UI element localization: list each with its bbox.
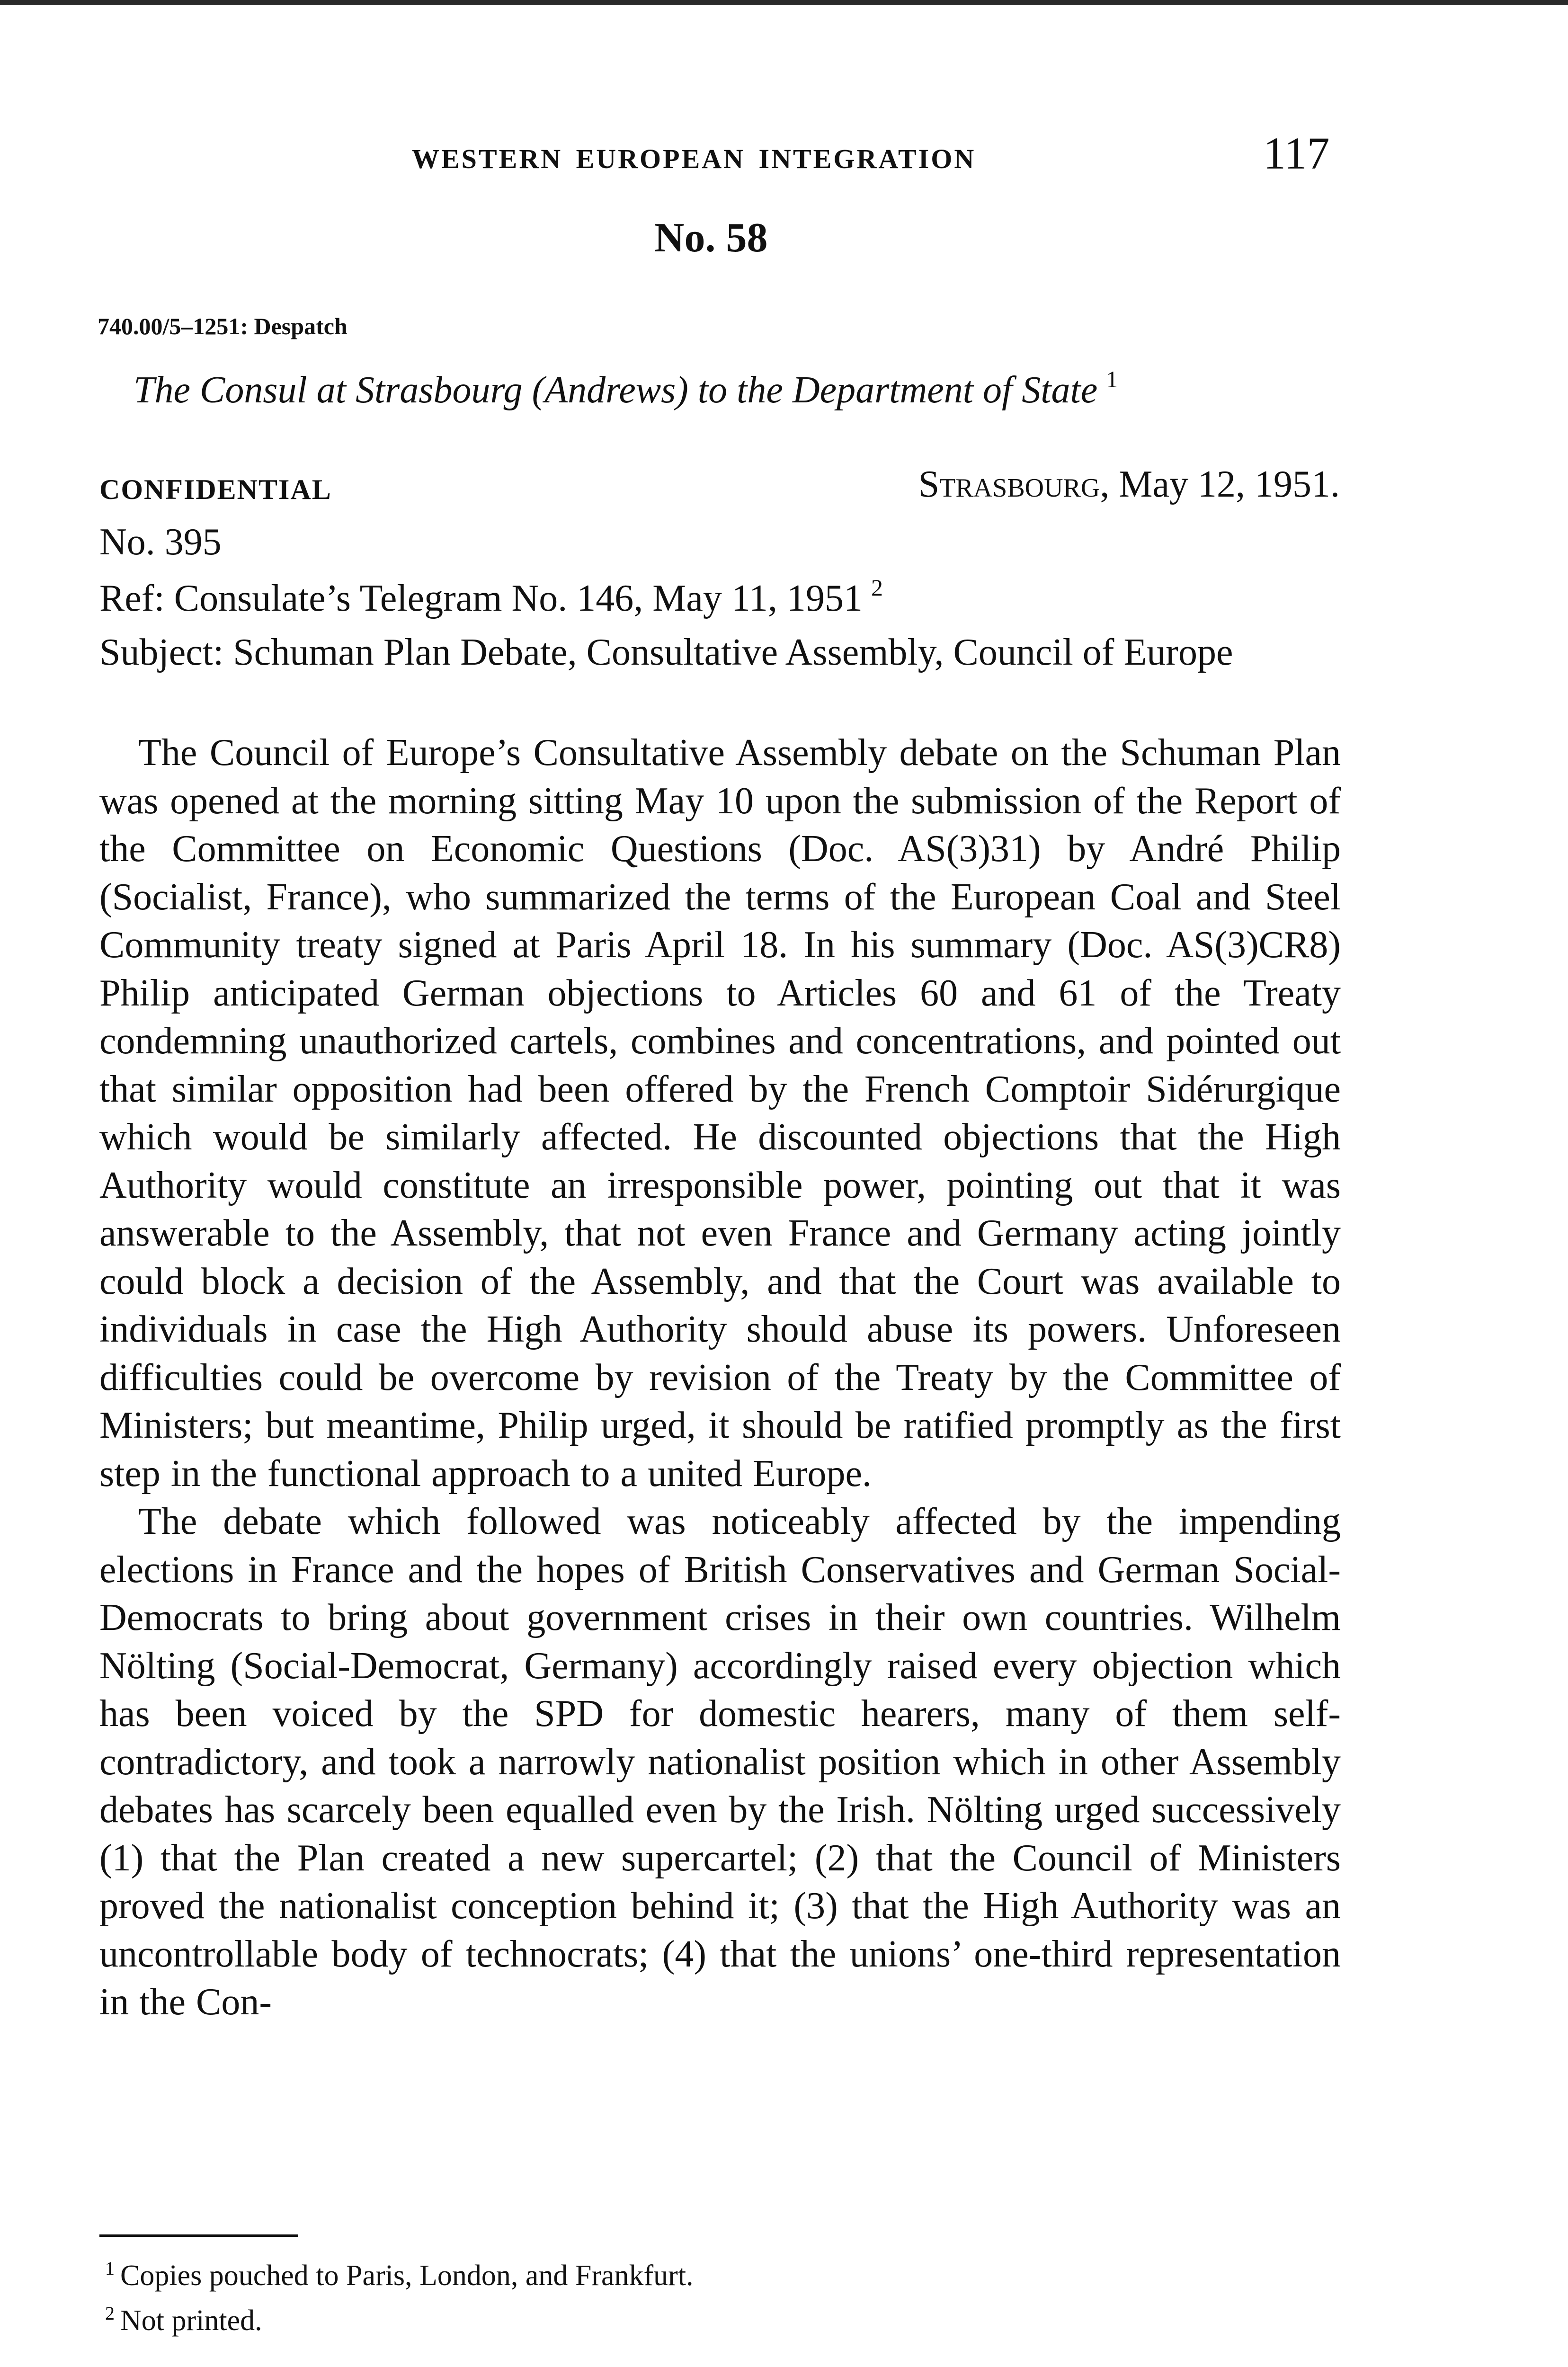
- body-paragraph: The Council of Europe’s Consultative Assembly debate on the Schuman Plan was opened at the morning sitting May 10 upon the submission of the Report of the Committee on Economic Questions (Doc. AS(3)31) by André Philip (Socialist, France), who summarized the terms of the European Coal and Steel Community treaty signed at Paris April 18. In his summary (Doc. AS(3)CR8) Philip anticipated German objections to Articles 60 and 61 of the Treaty condemning unauthorized cartels, combines and concentrations, and pointed out that similar opposition had been offered by the French Comptoir Sidérurgique which would be similarly affected. He discounted objections that the High Authority would constitute an irresponsible power, pointing out that it was answerable to the Assembly, that not even France and Germany acting jointly could block a decision of the Assembly, and that the Court was available to individuals in case the High Authority should abuse its powers. Unforeseen difficulties could be overcome by revision of the Treaty by the Committee of Ministers; but meantime, Philip urged, it should be ratified promptly as the first step in the functional approach to a united Europe.: [99, 732, 1341, 1495]
- footnote-marker: 2: [871, 574, 883, 601]
- place-date-line: [918, 463, 1340, 506]
- subject-line: Subject: Schuman Plan Debate, Consultative Assembly, Council of Europe: [99, 632, 1233, 673]
- document-date: May 12, 1951.: [1109, 463, 1340, 505]
- place-name: Strasbourg,: [918, 463, 1110, 505]
- footnote-text: Not printed.: [120, 2305, 262, 2337]
- document-title: [134, 365, 1118, 412]
- classification-label: CONFIDENTIAL: [99, 474, 332, 505]
- document-title-text: The Consul at Strasbourg (Andrews) to the Department of State: [134, 369, 1098, 411]
- footnote-divider: [99, 2234, 298, 2237]
- page-number: 117: [1263, 128, 1330, 178]
- footnote-mark: 2: [105, 2303, 115, 2324]
- body-text: [99, 729, 1341, 2027]
- footnotes: [105, 2250, 694, 2340]
- running-head: WESTERN EUROPEAN INTEGRATION: [412, 143, 976, 174]
- despatch-number: No. 395: [99, 521, 222, 563]
- footnote-text: Copies pouched to Paris, London, and Frankfurt.: [120, 2260, 694, 2292]
- document-number: No. 58: [654, 215, 768, 261]
- footnote: [105, 2250, 694, 2295]
- footnote-marker: 1: [1106, 366, 1118, 392]
- reference-line: [99, 574, 883, 620]
- body-paragraph: The debate which followed was noticeably affected by the impending elections in France and the hopes of British Conservatives and German Social-Democrats to bring about government crises in their own countries. Wilhelm Nölting (Social-Democrat, Germany) accordingly raised every objection which has been voiced by the SPD for domestic hearers, many of them self-contradictory, and took a narrowly nationalist position which in other Assembly debates has scarcely been equalled even by the Irish. Nölting urged successively (1) that the Plan created a new supercartel; (2) that the Council of Ministers proved the nationalist conception behind it; (3) that the High Authority was an uncontrollable body of technocrats; (4) that the unions’ one-third representation in the Con-: [99, 1501, 1341, 2023]
- footnote-mark: 1: [105, 2258, 115, 2279]
- file-reference: 740.00/5–1251: Despatch: [98, 313, 347, 339]
- page-top-edge-line: [0, 0, 1568, 5]
- reference-text: Ref: Consulate’s Telegram No. 146, May 11, 1951: [99, 578, 863, 619]
- footnote: [105, 2295, 694, 2340]
